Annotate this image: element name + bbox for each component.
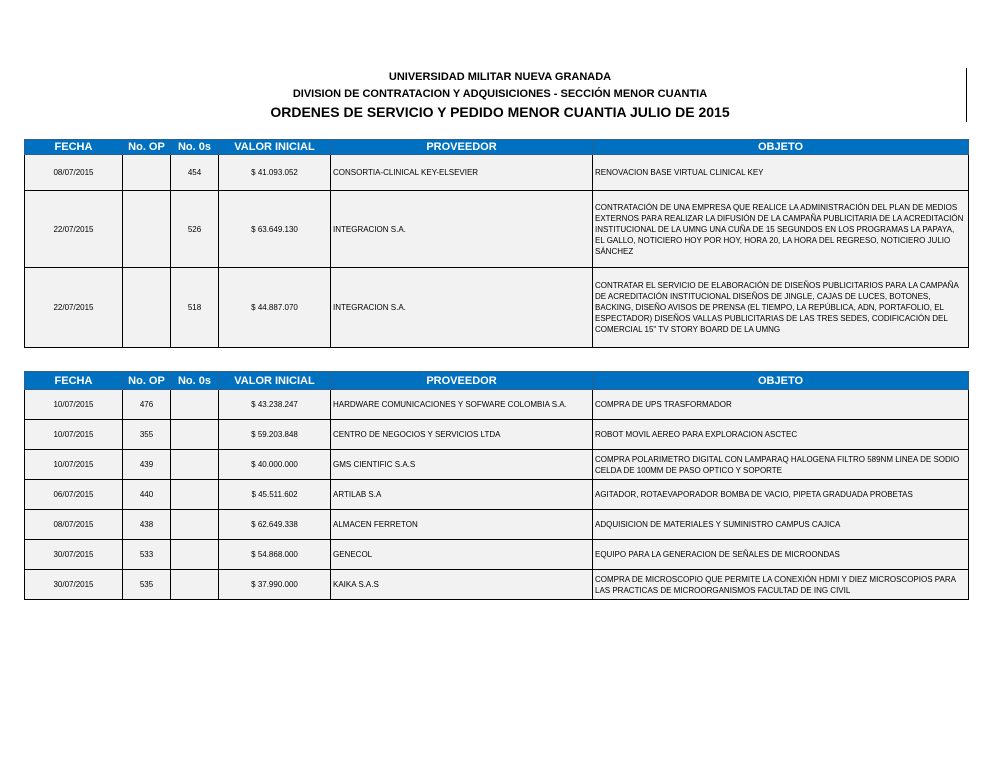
cell-objeto: ROBOT MOVIL AEREO PARA EXPLORACION ASCTEC	[593, 420, 969, 450]
cell-fecha: 10/07/2015	[25, 450, 123, 480]
purchase-orders-table	[24, 371, 969, 600]
col-no-os: No. 0s	[171, 372, 219, 390]
col-valor-inicial: VALOR INICIAL	[219, 372, 331, 390]
col-proveedor: PROVEEDOR	[331, 372, 593, 390]
col-fecha: FECHA	[25, 140, 123, 155]
table-row	[25, 570, 969, 600]
table-header-row	[25, 140, 969, 155]
cell-fecha: 10/07/2015	[25, 390, 123, 420]
cell-no-os: 526	[171, 191, 219, 268]
cell-valor: $ 44.887.070	[219, 268, 331, 348]
table-row	[25, 390, 969, 420]
cell-valor: $ 63.649.130	[219, 191, 331, 268]
cell-proveedor: ARTILAB S.A	[331, 480, 593, 510]
cell-proveedor: CENTRO DE NEGOCIOS Y SERVICIOS LTDA	[331, 420, 593, 450]
division-name: DIVISION DE CONTRATACION Y ADQUISICIONES - SECCIÓN MENOR CUANTIA	[292, 88, 708, 100]
cell-proveedor: KAIKA S.A.S	[331, 570, 593, 600]
cell-no-os	[171, 450, 219, 480]
page-title: ORDENES DE SERVICIO Y PEDIDO MENOR CUANTIA JULIO DE 2015	[270, 104, 730, 120]
cell-objeto: COMPRA DE MICROSCOPIO QUE PERMITE LA CONEXIÓN HDMI Y DIEZ MICROSCOPIOS PARA LAS PRACTICAS DE MICROORGANISMOS FACULTAD DE ING CIVIL	[593, 570, 969, 600]
col-no-op: No. OP	[123, 140, 171, 155]
cell-valor: $ 62.649.338	[219, 510, 331, 540]
cell-valor: $ 40.000.000	[219, 450, 331, 480]
table-row	[25, 268, 969, 348]
cell-objeto: COMPRA POLARIMETRO DIGITAL CON LAMPARAQ HALOGENA FILTRO 589NM LINEA DE SODIO CELDA DE 100MM DE PASO OPTICO Y SOPORTE	[593, 450, 969, 480]
cell-proveedor: GENECOL	[331, 540, 593, 570]
cell-no-op	[123, 268, 171, 348]
col-objeto: OBJETO	[593, 140, 969, 155]
col-fecha: FECHA	[25, 372, 123, 390]
table-row	[25, 540, 969, 570]
cell-fecha: 10/07/2015	[25, 420, 123, 450]
table-header-row	[25, 372, 969, 390]
cell-no-os	[171, 510, 219, 540]
cell-proveedor: INTEGRACION S.A.	[331, 191, 593, 268]
cell-no-os	[171, 390, 219, 420]
cell-fecha: 06/07/2015	[25, 480, 123, 510]
cell-fecha: 30/07/2015	[25, 540, 123, 570]
cell-valor: $ 37.990.000	[219, 570, 331, 600]
table-row	[25, 191, 969, 268]
cell-no-op: 440	[123, 480, 171, 510]
cell-objeto: RENOVACION BASE VIRTUAL CLINICAL KEY	[593, 155, 969, 191]
cell-no-os	[171, 540, 219, 570]
cell-no-os	[171, 480, 219, 510]
cell-valor: $ 59.203.848	[219, 420, 331, 450]
cell-proveedor: GMS CIENTIFIC S.A.S	[331, 450, 593, 480]
col-no-os: No. 0s	[171, 140, 219, 155]
table-row	[25, 480, 969, 510]
cell-fecha: 22/07/2015	[25, 191, 123, 268]
cell-no-os	[171, 570, 219, 600]
table-row	[25, 420, 969, 450]
cell-no-op: 476	[123, 390, 171, 420]
cell-valor: $ 41.093.052	[219, 155, 331, 191]
cell-no-op: 439	[123, 450, 171, 480]
university-name: UNIVERSIDAD MILITAR NUEVA GRANADA	[388, 71, 612, 83]
cell-no-op: 533	[123, 540, 171, 570]
service-orders-table	[24, 139, 969, 348]
table-row	[25, 450, 969, 480]
cell-objeto: AGITADOR, ROTAEVAPORADOR BOMBA DE VACIO, PIPETA GRADUADA PROBETAS	[593, 480, 969, 510]
page-divider	[966, 68, 967, 122]
col-objeto: OBJETO	[593, 372, 969, 390]
cell-no-op: 535	[123, 570, 171, 600]
cell-no-op: 355	[123, 420, 171, 450]
cell-fecha: 30/07/2015	[25, 570, 123, 600]
cell-no-op: 438	[123, 510, 171, 540]
cell-no-os: 454	[171, 155, 219, 191]
cell-valor: $ 54.868.000	[219, 540, 331, 570]
cell-objeto: CONTRATACIÓN DE UNA EMPRESA QUE REALICE LA ADMINISTRACIÓN DEL PLAN DE MEDIOS EXTERNOS PARA REALIZAR LA DIFUSIÓN DE LA CAMPAÑA PUBLICITARIA DE LA ACREDITACIÓN INSTITUCIONAL DE LA UMNG UNA CUÑA DE 15 SEGUNDOS EN LOS PROGRAMAS LA PAPAYA, EL GALLO, NOTICIERO HOY POR HOY, HORA 20, LA HORA DEL REGRESO, NOTICIERO JULIO SÁNCHEZ	[593, 191, 969, 268]
cell-proveedor: INTEGRACION S.A.	[331, 268, 593, 348]
cell-proveedor: ALMACEN FERRETON	[331, 510, 593, 540]
cell-valor: $ 43.238.247	[219, 390, 331, 420]
cell-no-op	[123, 155, 171, 191]
cell-valor: $ 45.511.602	[219, 480, 331, 510]
cell-objeto: EQUIPO PARA LA GENERACION DE SEÑALES DE MICROONDAS	[593, 540, 969, 570]
cell-objeto: ADQUISICION DE MATERIALES Y SUMINISTRO CAMPUS CAJICA	[593, 510, 969, 540]
col-proveedor: PROVEEDOR	[331, 140, 593, 155]
cell-objeto: COMPRA DE UPS TRASFORMADOR	[593, 390, 969, 420]
cell-proveedor: HARDWARE COMUNICACIONES Y SOFWARE COLOMBIA S.A.	[331, 390, 593, 420]
table-row	[25, 155, 969, 191]
cell-objeto: CONTRATAR EL SERVICIO DE ELABORACIÓN DE DISEÑOS PUBLICITARIOS PARA LA CAMPAÑA DE ACREDITACIÓN INSTITUCIONAL DISEÑOS DE JINGLE, CAJAS DE LUCES, BOTONES, BACKING, DISEÑO AVISOS DE PRENSA (EL TIEMPO, LA REPÚBLICA, ADN, PORTAFOLIO, EL ESPECTADOR) DISEÑOS VALLAS PUBLICITARIAS DE LAS TRES SEDES, CODIFICACIÓN DEL COMERCIAL 15" TV STORY BOARD DE LA UMNG	[593, 268, 969, 348]
cell-fecha: 22/07/2015	[25, 268, 123, 348]
cell-no-os	[171, 420, 219, 450]
cell-no-op	[123, 191, 171, 268]
cell-no-os: 518	[171, 268, 219, 348]
col-valor-inicial: VALOR INICIAL	[219, 140, 331, 155]
cell-fecha: 08/07/2015	[25, 510, 123, 540]
cell-proveedor: CONSORTIA-CLINICAL KEY-ELSEVIER	[331, 155, 593, 191]
col-no-op: No. OP	[123, 372, 171, 390]
table-row	[25, 510, 969, 540]
cell-fecha: 08/07/2015	[25, 155, 123, 191]
